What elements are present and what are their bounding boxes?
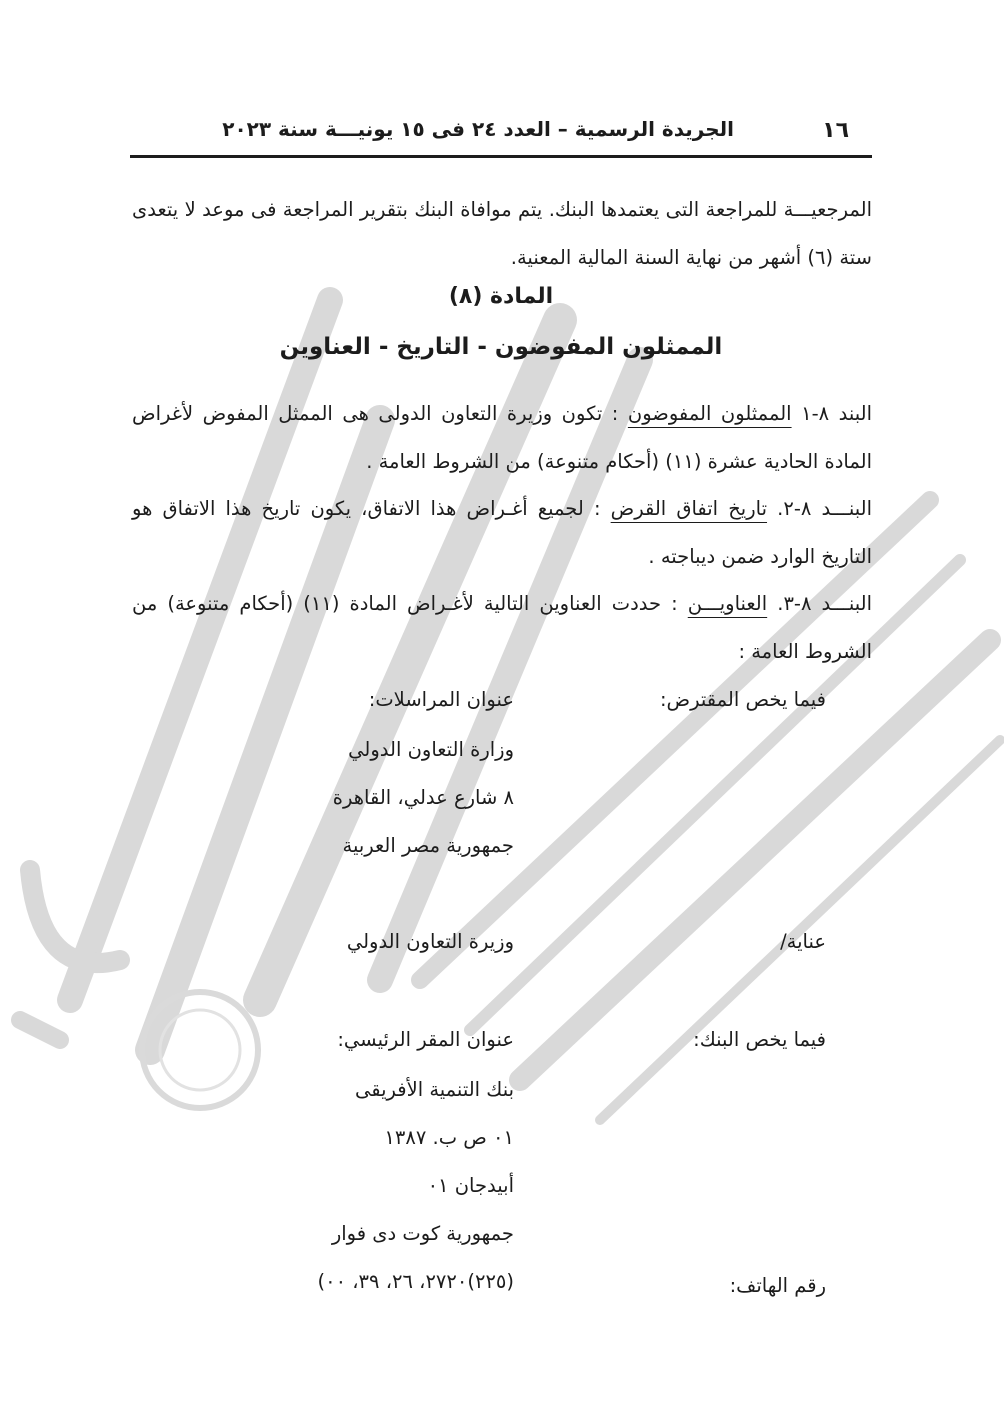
- header-rule: [130, 155, 872, 158]
- phone-value: (٢٢٥)٢٧٢٠، ٢٦، ٣٩، ٠٠): [317, 1270, 514, 1293]
- bank-address-line: أبيدجان ٠١: [427, 1174, 514, 1197]
- section-text: : حددت العناوين التالية لأغـراض المادة (١١) (أحكام متنوعة) من الشروط العامة :: [132, 592, 872, 663]
- gazette-header-title: الجريدة الرسمية – العدد ٢٤ فى ١٥ يونيـــة سنة ٢٠٢٣: [222, 117, 734, 141]
- bank-address-label: عنوان المقر الرئيسي:: [337, 1028, 514, 1051]
- section-number: البنـــد ٨-٣.: [777, 592, 873, 615]
- section-text: : تكون وزيرة التعاون الدولى هى الممثل المفوض لأغراض المادة الحادية عشرة (١١) (أحكام متنوعة) من الشروط العامة .: [132, 402, 872, 473]
- article-title: المادة (٨): [448, 284, 554, 309]
- section-8-1: [132, 390, 872, 486]
- phone-label: رقم الهاتف:: [729, 1274, 826, 1297]
- section-heading: تاريخ اتفاق القرض: [610, 497, 768, 520]
- borrower-address-line: ٨ شارع عدلي، القاهرة: [332, 786, 514, 809]
- attention-value: وزيرة التعاون الدولي: [346, 930, 514, 953]
- article-subtitle: الممثلون المفوضون - التاريخ - العناوين: [279, 334, 723, 360]
- page-number: ١٦: [822, 118, 849, 143]
- borrower-address-label: عنوان المراسلات:: [368, 688, 514, 711]
- bank-address-line: ٠١ ص ب. ١٣٨٧: [384, 1126, 514, 1149]
- borrower-address-line: جمهورية مصر العربية: [342, 834, 514, 857]
- section-number: البند ٨-١: [801, 402, 872, 425]
- section-8-2: [132, 485, 872, 581]
- intro-paragraph: المرجعيـــة للمراجعة التى يعتمدها البنك. يتم موافاة البنك بتقرير المراجعة فى موعد لا يتعدى ستة (٦) أشهر من نهاية السنة المالية المعنية.: [132, 198, 872, 269]
- bank-label: فيما يخص البنك:: [693, 1028, 826, 1051]
- section-number: البنـــد ٨-٢.: [777, 497, 872, 520]
- borrower-label: فيما يخص المقترض:: [659, 688, 826, 711]
- borrower-address-line: وزارة التعاون الدولي: [348, 738, 514, 761]
- bank-address-line: جمهورية كوت دى فوار: [331, 1222, 514, 1245]
- section-text: : لجميع أغـراض هذا الاتفاق، يكون تاريخ هذا الاتفاق هو التاريخ الوارد ضمن ديباجته .: [132, 497, 872, 568]
- section-8-3: [132, 580, 872, 676]
- bank-address-line: بنك التنمية الأفريقى: [354, 1078, 514, 1101]
- section-heading: العناويـــن: [687, 592, 768, 615]
- section-heading: الممثلون المفوضون: [627, 402, 792, 425]
- attention-label: عناية/: [780, 930, 826, 953]
